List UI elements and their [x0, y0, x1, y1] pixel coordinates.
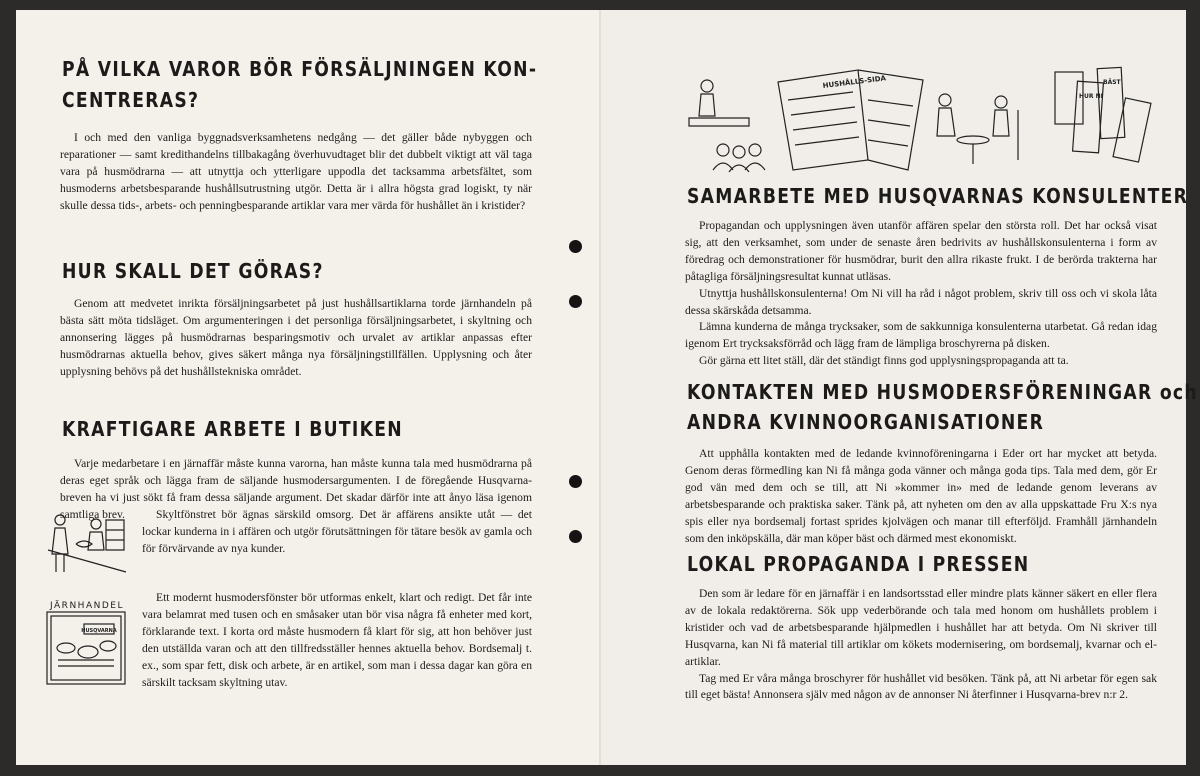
heading-husmoders: KONTAKTEN MED HUSMODERSFÖRENINGAR och — [687, 380, 1198, 404]
shop-sign-text: JÄRNHANDEL — [50, 601, 124, 611]
heading-varor: PÅ VILKA VAROR BÖR FÖRSÄLJNINGEN KON- — [62, 57, 538, 81]
heading-pressen: LOKAL PROPAGANDA I PRESSEN — [687, 552, 1030, 576]
left-page — [16, 10, 598, 765]
paragraph: Varje medarbetare i en järnaffär måste kunna varorna, han måste kunna tala med husmödrarna på deras eget språk och lägga fram de säljande husmodersargumenten. I de föregående Husqvarna-breven ha vi just sökt få fram dessa säljande argument. Det skadar därför inte att ånyo läsa igenom samtliga brev. — [60, 457, 532, 521]
paragraph: I och med den vanliga byggnadsverksamhetens nedgång — det gäller både nybyggen och reparationer — samt kredithandelns tillbakagång överhuvudtaget blir det dubbelt viktigt att väl taga vara på husmödrarna — att utnyttja och ytterligare uppodla det tacksamma arbetsfältet, som husmoderns arbetsbesparande hushållsutrustning utgör. Detta är i allra högsta grad logiskt, ty när skulle dessa tids-, arbets- och penningbesparande artiklar vara mer värda för hushållet än i kristider? — [60, 131, 532, 212]
text-block-hur — [60, 296, 532, 381]
paragraph: Utnyttja hushållskonsulenterna! Om Ni vill ha råd i något problem, skriv till oss och vi skola låta dessa skärskåda detsamma. — [685, 286, 1157, 317]
punch-hole — [569, 475, 582, 488]
text-block-fonster — [142, 590, 532, 691]
paragraph: Att upphålla kontakten med de ledande kvinnoföreningarna i Eder ort har mycket att betyda. Genom deras förmedling kan Ni få många goda vänner och många goda tips. Tala med dem, gör Er god vän med dem och se till, att Ni »kommer in» med de ledande genom leverans av arbetsbesparande och praktiska saker. Tänk på, att nyheten om den av alla uppskattade Fru X:s nya spis eller nya bordsemalj fortast sprides kjolvägen och manar till efterföljd. Framhåll järnhandeln som den inköpskälla, där man köper bäst och därmed mest ekonomiskt. — [685, 447, 1157, 545]
paragraph: Tag med Er våra många broschyrer för hushållet vid besöken. Tänk på, att Ni arbetar för egen sak till eget bästa! Annonsera själv med någon av de annonser Ni återfinner i Husqvarna-brev n:r 2. — [685, 671, 1157, 702]
document-spread — [16, 10, 1198, 765]
punch-hole — [569, 295, 582, 308]
heading-butiken: KRAFTIGARE ARBETE I BUTIKEN — [62, 417, 403, 441]
brochure-b-text: BÄST — [1103, 79, 1121, 86]
text-block-varor — [60, 130, 532, 215]
heading-husmoders-cont: ANDRA KVINNOORGANISATIONER — [687, 410, 1045, 434]
heading-konsulenter: SAMARBETE MED HUSQVARNAS KONSULENTER — [687, 184, 1189, 208]
right-page — [601, 10, 1198, 765]
text-block-konsulenter — [685, 218, 1157, 370]
punch-hole — [569, 530, 582, 543]
punch-hole — [569, 240, 582, 253]
paragraph: Gör gärna ett litet ställ, där det ständigt finns god upplysningspropaganda att ta. — [699, 354, 1069, 368]
text-block-skylt — [142, 507, 532, 558]
shop-window-illustration — [44, 596, 130, 688]
header-illustration — [683, 60, 1153, 180]
paragraph: Ett modernt husmodersfönster bör utformas enkelt, klart och redigt. Det får inte vara belamrat med tusen och en småsaker utan bör visa några få enheter med kort, förklarande text. I korta ord måste husmodern få klart för sig, att hon behöver just den utställda varan och att den tillfredsställer hennes aktuella behov. Bordsemalj t. ex., som spar fett, disk och arbete, är en artikel, som man i dessa dagar kan göra en särskilt tacksam skyltning utav. — [142, 591, 532, 689]
shop-counter-illustration — [46, 510, 130, 582]
text-block-husmoders — [685, 446, 1157, 547]
heading-varor-cont: CENTRERAS? — [62, 88, 200, 112]
paragraph: Skyltfönstret bör ägnas särskild omsorg. Det är affärens ansikte utåt — det lockar kunderna in i affären och utgör förutsättningen för tätare besök av gamla och för förvärvande av nya kunder. — [142, 508, 532, 555]
brochure-a-text: HUR NI — [1079, 93, 1103, 100]
paragraph: Den som är ledare för en järnaffär i en landsortsstad eller mindre plats känner säkert en eller flera av de lokala redaktörerna. Sök upp vederbörande och tala med honom om hushållets problem i kristider och vad de arbetsbesparande hjälpmedlen i hushållet har att betyda. Om Ni skriver till Husqvarna, kan Ni få material till artiklar om kökets modernisering, om bordsemalj, kvarnar och el-artiklar. — [685, 587, 1157, 668]
heading-hur: HUR SKALL DET GÖRAS? — [62, 259, 324, 283]
paragraph: Genom att medvetet inrikta försäljningsarbetet på just hushållsartiklarna torde järnhandeln på bästa sätt möta tidsläget. Om argumenteringen i det personliga försäljningsarbetet, i skyltning och annonsering lägges på husmödrarnas besparingsmotiv och urvalet av artiklar anpassas efter husmödrarnas aktuella behov, gives säkert många nya försäljningstillfällen. Upplysning och åter upplysning behövs på det hushållstekniska området. — [60, 297, 532, 378]
shop-window-brand-text: HUSQVARNA — [81, 628, 117, 634]
newspaper-title-text: HUSHÅLLS-SIDA — [822, 74, 887, 90]
text-block-pressen — [685, 586, 1157, 704]
paragraph: Lämna kunderna de många trycksaker, som de sakkunniga konsulenterna utarbetat. Gå redan idag igenom Ert trycksaksförråd och lägg fram de lämpliga broschyrerna på disken. — [685, 320, 1157, 351]
paragraph: Propagandan och upplysningen även utanför affären spelar den största roll. Det har också visat sig, att den verksamhet, som under de senaste åren bedrivits av hushållskonsulenterna i form av föredrag och demonstrationer för husmödrar, burit den allra rikaste frukt. I de berörda trakterna har påtagliga försäljningsresultat kunnat utläsas. — [685, 219, 1157, 283]
